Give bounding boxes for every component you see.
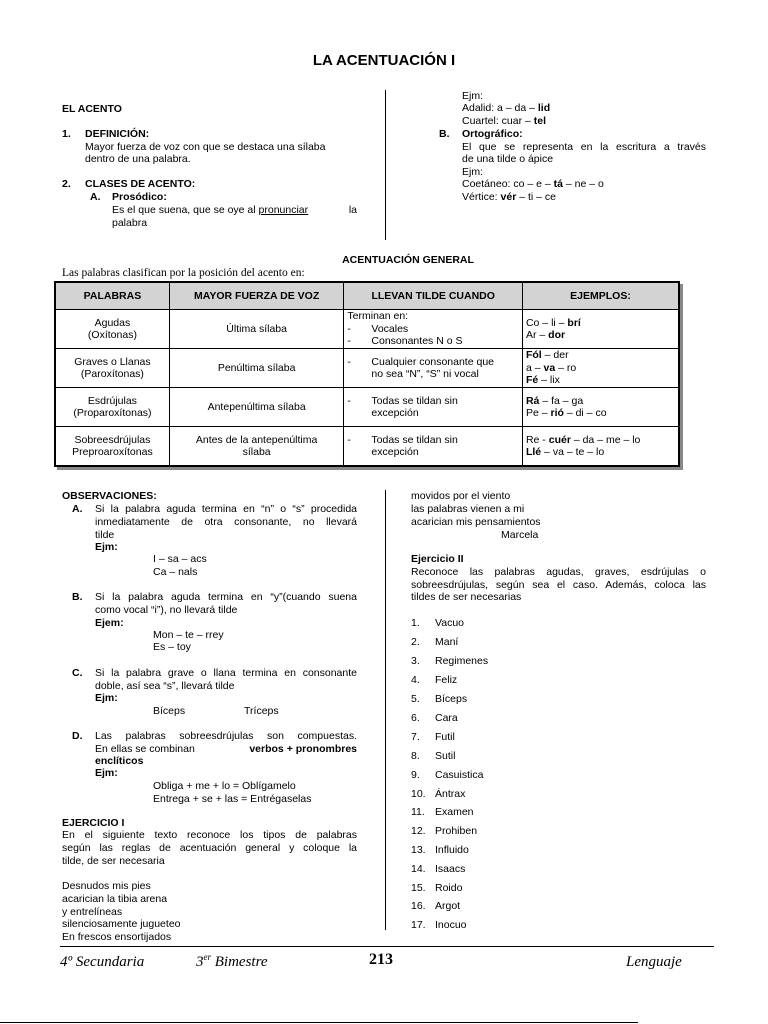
item-word: Prohiben (435, 825, 478, 837)
cell-stress: Fól (525, 349, 542, 362)
prosodico-text-1 (112, 204, 357, 216)
list-item (411, 750, 455, 762)
cell-stress: cuér (548, 433, 571, 446)
cell-ejemplos (522, 388, 679, 427)
definition-text-1: Mayor fuerza de voz con que se destaca una sílaba (85, 141, 326, 153)
item-word: Roido (435, 882, 463, 894)
list-item (411, 825, 477, 837)
item-word: Vacuo (435, 617, 464, 629)
table-header: MAYOR FUERZA DE VOZ (169, 282, 344, 310)
table-row (55, 310, 679, 349)
obs-d-example-2: Entrega + se + las = Entrégaselas (153, 793, 312, 805)
cell-text: Todas se tildan sin (371, 433, 458, 446)
obs-c-example-2: Tríceps (244, 705, 279, 717)
list-item (411, 844, 469, 856)
item-number: 17. (411, 919, 426, 931)
cell-palabra (55, 388, 169, 427)
list-item (347, 356, 519, 368)
item-number: 9. (411, 769, 420, 781)
obs-letter-c: C. (72, 667, 83, 679)
obs-b-ejm: Ejem: (95, 617, 124, 629)
example-vertice-tail: – ti – ce (516, 191, 556, 203)
obs-a-line-3: tilde (95, 529, 115, 541)
obs-d-line-3: enclíticos (95, 755, 144, 767)
example-line (526, 362, 675, 374)
cell-ejemplos (522, 310, 679, 349)
cell-text: Sobreesdrújulas (74, 433, 151, 446)
list-item (347, 395, 519, 407)
cell-tilde (344, 349, 523, 388)
table-row (55, 388, 679, 427)
table-header-row (55, 282, 679, 310)
cell-text: Ar – (525, 329, 549, 341)
list-item (411, 919, 467, 931)
obs-a-example-2: Ca – nals (153, 566, 198, 578)
table-header: EJEMPLOS: (522, 282, 679, 310)
cell-fuerza: Última sílaba (169, 310, 344, 349)
obs-a-line-2: inmediatamente de otra consonante, no llevará (95, 516, 357, 528)
obs-b-line-2: como vocal “i”), no llevará tilde (95, 604, 238, 616)
item-number: 14. (411, 863, 426, 875)
item-word: Ántrax (435, 788, 466, 800)
cell-text: Terminan en: (347, 310, 409, 323)
ejm-label-2: Ejm: (462, 166, 483, 178)
obs-letter-b: B. (72, 591, 83, 603)
dash: - (347, 433, 351, 446)
item-number: 11. (411, 806, 425, 818)
poem-line: silenciosamente jugueteo (62, 918, 181, 930)
prosodico-text-c: la (348, 204, 357, 216)
prosodico-text-2: palabra (112, 217, 148, 229)
cell-stress: Rá (525, 394, 540, 407)
cell-text: Antes de la antepenúltima (195, 433, 318, 446)
ejercicio-2-line-1: Reconoce las palabras agudas, graves, esdrújulas o (411, 566, 706, 578)
cell-stress: Fé (525, 374, 539, 387)
example-adalid-stress: lid (537, 102, 551, 114)
item-number: 4. (411, 674, 420, 686)
obs-c-line-2: doble, así sea “s”, llevará tilde (95, 680, 235, 692)
list-item (411, 900, 460, 912)
item-number: 10. (411, 788, 426, 800)
item-word: Maní (435, 636, 459, 648)
obs-d-bold: verbos + pronombres (249, 743, 357, 755)
item-number: 6. (411, 712, 420, 724)
item-word: Argot (435, 900, 461, 912)
list-item (411, 769, 483, 781)
ejm-label: Ejm: (462, 90, 483, 102)
ejercicio-1-heading: EJERCICIO I (62, 817, 125, 829)
cell-stress: dor (548, 329, 566, 341)
list-item (411, 806, 474, 818)
definition-text-2: dentro de una palabra. (85, 153, 191, 165)
cell-text: no sea “N”, “S” ni vocal (371, 368, 479, 380)
obs-d-example-1: Obliga + me + lo = Oblígamelo (153, 780, 296, 792)
item-word: Casuistica (435, 769, 484, 781)
example-line (526, 329, 675, 341)
cell-text: (Proparoxítonas) (73, 407, 152, 419)
list-item (411, 882, 462, 894)
example-line (526, 446, 675, 458)
poem-line: acarician mis pensamientos (411, 516, 541, 528)
example-cuartel-stress: tel (533, 115, 547, 127)
column-divider-bottom (385, 490, 386, 930)
list-item (411, 674, 457, 686)
example-coetaneo-stress: tá (553, 178, 563, 190)
cell-text: Cualquier consonante que (371, 355, 494, 368)
table-row (55, 427, 679, 467)
item-number: 12. (411, 825, 426, 837)
footer-term-suffix: er (203, 952, 211, 962)
list-item (411, 712, 458, 724)
obs-d-text: En ellas se combinan (95, 743, 195, 755)
ortografico-title: Ortográfico: (462, 128, 523, 140)
list-item (411, 731, 455, 743)
item-word: Inocuo (435, 919, 467, 931)
example-coetaneo (462, 178, 604, 190)
general-intro: Las palabras clasifican por la posición del acento en: (62, 267, 305, 279)
list-item (411, 693, 467, 705)
table-header: LLEVAN TILDE CUANDO (344, 282, 523, 310)
cell-fuerza: Antepenúltima sílaba (169, 388, 344, 427)
cell-text: Esdrújulas (87, 394, 137, 407)
cell-text: (Paroxítonas) (80, 368, 144, 380)
cell-stress: brí (567, 316, 581, 329)
example-cuartel (462, 115, 546, 127)
list-item (411, 788, 465, 800)
definition-number: 1. (62, 128, 71, 140)
poem-line: las palabras vienen a mi (411, 503, 525, 515)
example-line (526, 395, 675, 407)
cell-stress: rió (550, 407, 564, 419)
example-vertice-stress: vér (500, 191, 517, 203)
obs-c-ejm: Ejm: (95, 692, 118, 704)
cell-tilde (344, 427, 523, 467)
cell-ejemplos (522, 427, 679, 467)
obs-a-ejm: Ejm: (95, 541, 118, 553)
footer-term (196, 953, 268, 971)
poem-line: Desnudos mis pies (62, 880, 151, 892)
clases-number: 2. (62, 178, 71, 190)
item-number: 8. (411, 750, 420, 762)
accent-table (54, 281, 680, 467)
table-row (55, 349, 679, 388)
example-line (526, 317, 675, 329)
poem-line: y entrelíneas (62, 906, 123, 918)
cell-text: Graves o Llanas (74, 355, 151, 368)
obs-a-line-1: Si la palabra aguda termina en “n” o “s” procedida (95, 503, 357, 515)
example-cuartel-text: Cuartel: cuar – (462, 115, 534, 127)
footer-grade: 4º Secundaria (60, 954, 145, 970)
example-line (526, 407, 675, 419)
obs-d-line-2 (95, 743, 357, 755)
poem-line: acarician la tibia arena (62, 893, 168, 905)
dash: - (347, 335, 351, 348)
dash: - (347, 322, 351, 335)
cell-text: a – (525, 361, 544, 374)
poem-author: Marcela (501, 529, 539, 541)
ejercicio-1-line-3: tilde, de ser necesaria (62, 855, 165, 867)
cell-ejemplos (522, 349, 679, 388)
poem-line: movidos por el viento (411, 490, 511, 502)
obs-b-example-2: Es – toy (153, 641, 191, 653)
example-coetaneo-tail: – ne – o (563, 178, 604, 190)
cell-text: – da – me – lo (570, 433, 641, 446)
item-word: Regimenes (435, 655, 489, 667)
item-number: 7. (411, 731, 420, 743)
obs-d-line-1: Las palabras sobreesdrújulas son compuestas. (95, 730, 357, 742)
ortografico-text-2: de una tilde o ápice (462, 153, 554, 165)
cell-palabra (55, 427, 169, 467)
obs-b-line-1: Si la palabra aguda termina en “y”(cuando suena (95, 591, 357, 603)
cell-text: Consonantes N o S (371, 335, 463, 348)
cell-fuerza: Penúltima sílaba (169, 349, 344, 388)
obs-c-line-1: Si la palabra grave o llana termina en consonante (95, 667, 357, 679)
cell-text: – der (541, 349, 569, 362)
column-divider-top (385, 90, 386, 240)
item-number: 13. (411, 844, 426, 856)
cell-text: Pe – (525, 407, 551, 419)
cell-fuerza (169, 427, 344, 467)
prosodico-title: Prosódico: (112, 191, 167, 203)
cell-stress: Llé (525, 446, 542, 458)
cell-text: Co – li – (525, 316, 568, 329)
ejercicio-2-heading: Ejercicio II (411, 553, 464, 565)
item-number: 2. (411, 636, 420, 648)
list-item (347, 323, 519, 335)
obs-c-example-1: Bíceps (153, 705, 186, 717)
ejercicio-1-line-1: En el siguiente texto reconoce los tipos de palabras (62, 829, 357, 841)
list-item (411, 863, 465, 875)
ejercicio-2-line-3: tildes de ser necesarias (411, 591, 522, 603)
cell-text: Agudas (94, 316, 131, 329)
page-number: 213 (369, 951, 393, 968)
cell-text: Vocales (371, 322, 409, 335)
item-word: Isaacs (435, 863, 466, 875)
dash: - (347, 355, 351, 368)
obs-d-ejm: Ejm: (95, 767, 118, 779)
prosodico-underlined: pronunciar (258, 204, 309, 216)
cell-text: excepción (371, 446, 419, 458)
obs-letter-a: A. (72, 503, 83, 515)
list-item (347, 335, 519, 347)
cell-text: – va – te – lo (541, 446, 605, 458)
cell-palabra (55, 310, 169, 349)
section-heading-acento: EL ACENTO (62, 103, 122, 115)
table-header: PALABRAS (55, 282, 169, 310)
cell-stress: va (543, 361, 556, 374)
item-number: 3. (411, 655, 420, 667)
poem-line: En frescos ensortijados (62, 931, 172, 943)
ejercicio-1-line-2: según las reglas de acentuación general y coloque la (62, 842, 357, 854)
example-adalid (462, 102, 550, 114)
item-number: 15. (411, 882, 426, 894)
item-word: Cara (435, 712, 458, 724)
ortografico-text-1: El que se representa en la escritura a través (462, 141, 706, 153)
page-title: LA ACENTUACIÓN I (312, 52, 456, 69)
obs-letter-d: D. (72, 730, 83, 742)
cell-text: Preproaroxítonas (72, 446, 153, 458)
example-vertice-text: Vértice: (462, 191, 501, 203)
cell-text: Todas se tildan sin (371, 394, 458, 407)
cell-text: – ro (555, 361, 577, 374)
example-line (526, 374, 675, 386)
list-item (347, 434, 519, 446)
example-coetaneo-text: Coetáneo: co – e – (462, 178, 554, 190)
cell-text: – di – co (563, 407, 607, 419)
example-vertice (462, 191, 556, 203)
list-item (411, 636, 458, 648)
definition-title: DEFINICIÓN: (85, 128, 150, 140)
cell-palabra (55, 349, 169, 388)
cell-text: excepción (371, 407, 419, 419)
item-word: Bíceps (435, 693, 468, 705)
item-number: 16. (411, 900, 426, 912)
obs-b-example-1: Mon – te – rrey (153, 629, 224, 641)
example-line (526, 434, 675, 446)
item-word: Sutil (435, 750, 456, 762)
list-item (411, 617, 464, 629)
page-bottom-rule (0, 1022, 638, 1023)
cell-tilde (344, 388, 523, 427)
footer-term-number: 3 (196, 954, 204, 970)
general-heading: ACENTUACIÓN GENERAL (342, 254, 474, 266)
ortografico-letter: B. (439, 128, 450, 140)
cell-tilde (344, 310, 523, 349)
obs-a-example-1: I – sa – acs (153, 553, 207, 565)
item-word: Influido (435, 844, 469, 856)
footer-rule (60, 946, 714, 947)
example-line (526, 349, 675, 361)
example-adalid-text: Adalid: a – da – (462, 102, 538, 114)
prosodico-letter: A. (90, 191, 101, 203)
ejercicio-2-line-2: sobreesdrújulas, según sea el caso. Además, coloca las (411, 579, 706, 591)
cell-text: sílaba (242, 446, 271, 458)
footer-term-word: Bimestre (211, 954, 268, 970)
footer-subject: Lenguaje (626, 954, 682, 970)
item-number: 1. (411, 617, 420, 629)
cell-text: – lix (538, 374, 560, 387)
item-number: 5. (411, 693, 420, 705)
cell-text: (Oxítonas) (87, 329, 137, 341)
obs-heading: OBSERVACIONES: (62, 490, 157, 502)
cell-text: Re - (525, 433, 549, 446)
item-word: Feliz (435, 674, 458, 686)
cell-text: – fa – ga (539, 394, 584, 407)
item-word: Futil (435, 731, 455, 743)
dash: - (347, 394, 351, 407)
clases-title: CLASES DE ACENTO: (85, 178, 196, 190)
prosodico-text-a: Es el que suena, que se oye al (112, 204, 259, 216)
item-word: Examen (435, 806, 474, 818)
list-item (411, 655, 488, 667)
